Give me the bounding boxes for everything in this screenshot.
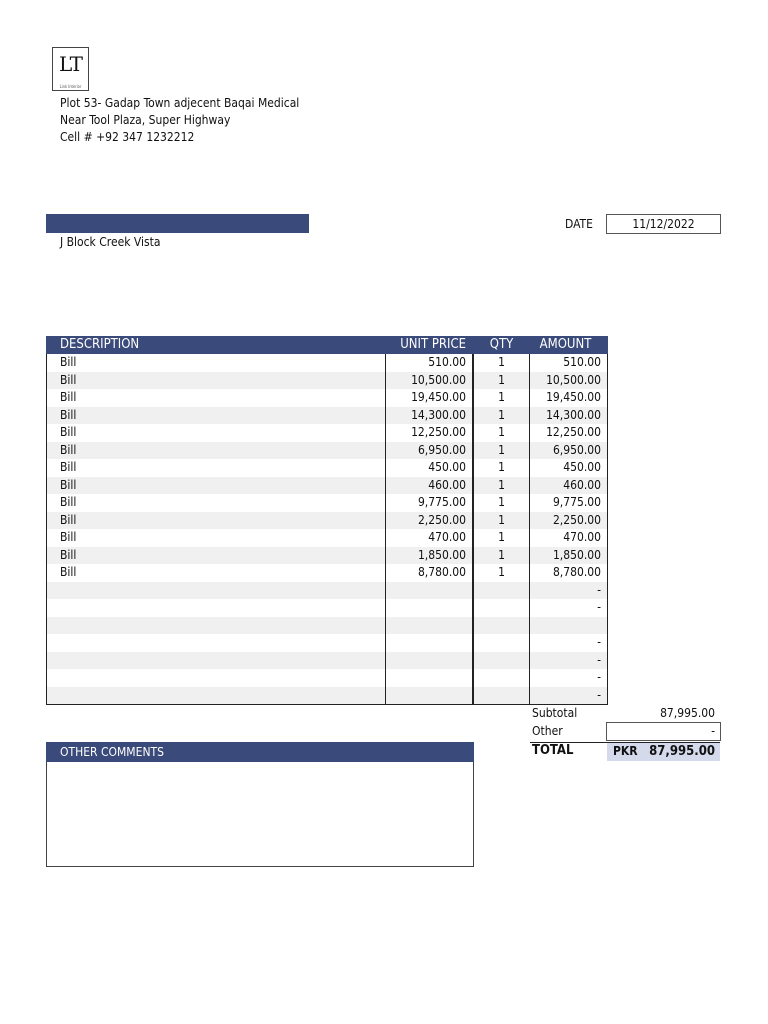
table-row [46,424,608,442]
table-row [46,599,608,617]
row-unit-price: 14,300.00 [411,407,466,422]
row-qty [474,599,529,617]
row-qty: 1 [498,495,505,509]
row-qty [474,669,529,687]
row-unit-price: 2,250.00 [417,512,466,527]
header-amount: AMOUNT [539,337,592,352]
date-label: DATE [565,217,593,231]
row-qty [474,582,529,600]
total-value: 87,995.00 [649,744,715,759]
subtotal-value: 87,995.00 [660,706,715,720]
row-amount: - [597,635,601,649]
row-unit-price: 19,450.00 [411,390,466,404]
company-address [60,95,299,146]
table-row [46,407,608,425]
row-amount [530,617,601,635]
comments-box[interactable] [46,762,474,867]
address-line: Near Tool Plaza, Super Highway [60,113,231,127]
row-qty: 1 [498,372,505,387]
table-row [46,389,608,407]
row-amount: - [597,582,601,597]
table-row [46,354,608,372]
header-description: DESCRIPTION [60,337,140,352]
row-description: Bill [60,530,77,544]
row-qty: 1 [498,530,505,544]
row-qty [474,687,529,705]
other-value: - [711,724,715,738]
row-description: Bill [60,390,77,404]
table-divider-amount [529,354,530,705]
logo-caption: Link Interior [59,84,82,89]
row-qty: 1 [498,547,505,562]
row-qty: 1 [498,512,505,527]
table-row [46,547,608,565]
row-description: Bill [60,477,77,492]
row-qty: 1 [498,460,505,474]
total-currency: PKR [613,744,638,758]
header-unit-price: UNIT PRICE [400,337,466,352]
subtotal-label: Subtotal [532,706,578,720]
row-unit-price: 6,950.00 [417,442,466,457]
row-unit-price: 10,500.00 [411,372,466,387]
table-row [46,634,608,652]
table-row [46,494,608,512]
header-qty: QTY [489,337,514,352]
row-description: Bill [60,407,77,422]
row-qty: 1 [498,442,505,457]
row-qty: 1 [498,355,505,369]
row-amount: 12,250.00 [546,425,601,439]
row-description: Bill [60,512,77,527]
row-amount: 6,950.00 [552,442,601,457]
table-divider-qty [472,354,474,705]
row-unit-price: 8,780.00 [417,565,466,579]
row-unit-price: 450.00 [428,460,466,474]
row-unit-price [386,687,466,705]
row-qty [474,652,529,670]
row-description: Bill [60,460,77,474]
row-amount: 450.00 [563,460,601,474]
row-amount: 470.00 [563,530,601,544]
row-description: Bill [60,495,77,509]
row-description: Bill [60,425,77,439]
row-unit-price: 470.00 [428,530,466,544]
row-amount: 9,775.00 [552,495,601,509]
row-amount: 14,300.00 [546,407,601,422]
table-row [46,477,608,495]
bill-to-header-bar [46,214,309,233]
company-logo [52,47,89,91]
row-qty [474,634,529,652]
total-rule-2 [607,742,720,743]
row-amount: - [597,652,601,667]
row-description: Bill [60,547,77,562]
row-amount: 510.00 [563,355,601,369]
row-unit-price [386,582,466,600]
table-row [46,687,608,705]
table-row [46,459,608,477]
row-unit-price [386,634,466,652]
table-row [46,529,608,547]
table-border-bottom [46,704,608,705]
row-description: Bill [60,565,77,579]
table-row [46,564,608,582]
row-amount: 460.00 [563,477,601,492]
row-unit-price: 9,775.00 [417,495,466,509]
table-row [46,442,608,460]
row-unit-price: 1,850.00 [417,547,466,562]
row-unit-price [386,617,466,635]
row-qty: 1 [498,565,505,579]
row-unit-price [386,652,466,670]
items-table-body [46,354,608,704]
bill-to-name: J Block Creek Vista [60,235,161,249]
row-amount: - [597,687,601,702]
row-amount: 1,850.00 [552,547,601,562]
row-amount: 19,450.00 [546,390,601,404]
row-qty: 1 [498,425,505,439]
row-amount: 10,500.00 [546,372,601,387]
date-field[interactable]: 11/12/2022 [606,214,721,234]
row-qty: 1 [498,407,505,422]
comments-title: OTHER COMMENTS [60,745,164,759]
row-amount: - [597,600,601,614]
address-line: Cell # +92 347 1232212 [60,130,195,144]
address-line: Plot 53- Gadap Town adjecent Baqai Medical [60,96,300,110]
items-table-header [46,336,608,354]
table-border-right [607,354,608,705]
row-unit-price: 510.00 [428,355,466,369]
table-row [46,372,608,390]
row-amount: - [597,670,601,684]
logo-mark: LT [59,52,82,76]
other-label: Other [532,724,563,738]
row-unit-price: 460.00 [428,477,466,492]
total-label: TOTAL [532,743,574,758]
row-description: Bill [60,372,77,387]
row-description: Bill [60,355,77,369]
table-row [46,652,608,670]
row-amount: 8,780.00 [552,565,601,579]
row-unit-price: 12,250.00 [411,425,466,439]
row-qty [474,617,529,635]
table-row [46,512,608,530]
row-qty: 1 [498,477,505,492]
table-row [46,617,608,635]
table-row [46,669,608,687]
table-row [46,582,608,600]
table-border-left [46,354,47,705]
table-divider-price [385,354,386,705]
row-qty: 1 [498,390,505,404]
row-description: Bill [60,442,77,457]
row-unit-price [386,599,466,617]
row-amount: 2,250.00 [552,512,601,527]
comments-header [46,742,474,762]
row-unit-price [386,669,466,687]
